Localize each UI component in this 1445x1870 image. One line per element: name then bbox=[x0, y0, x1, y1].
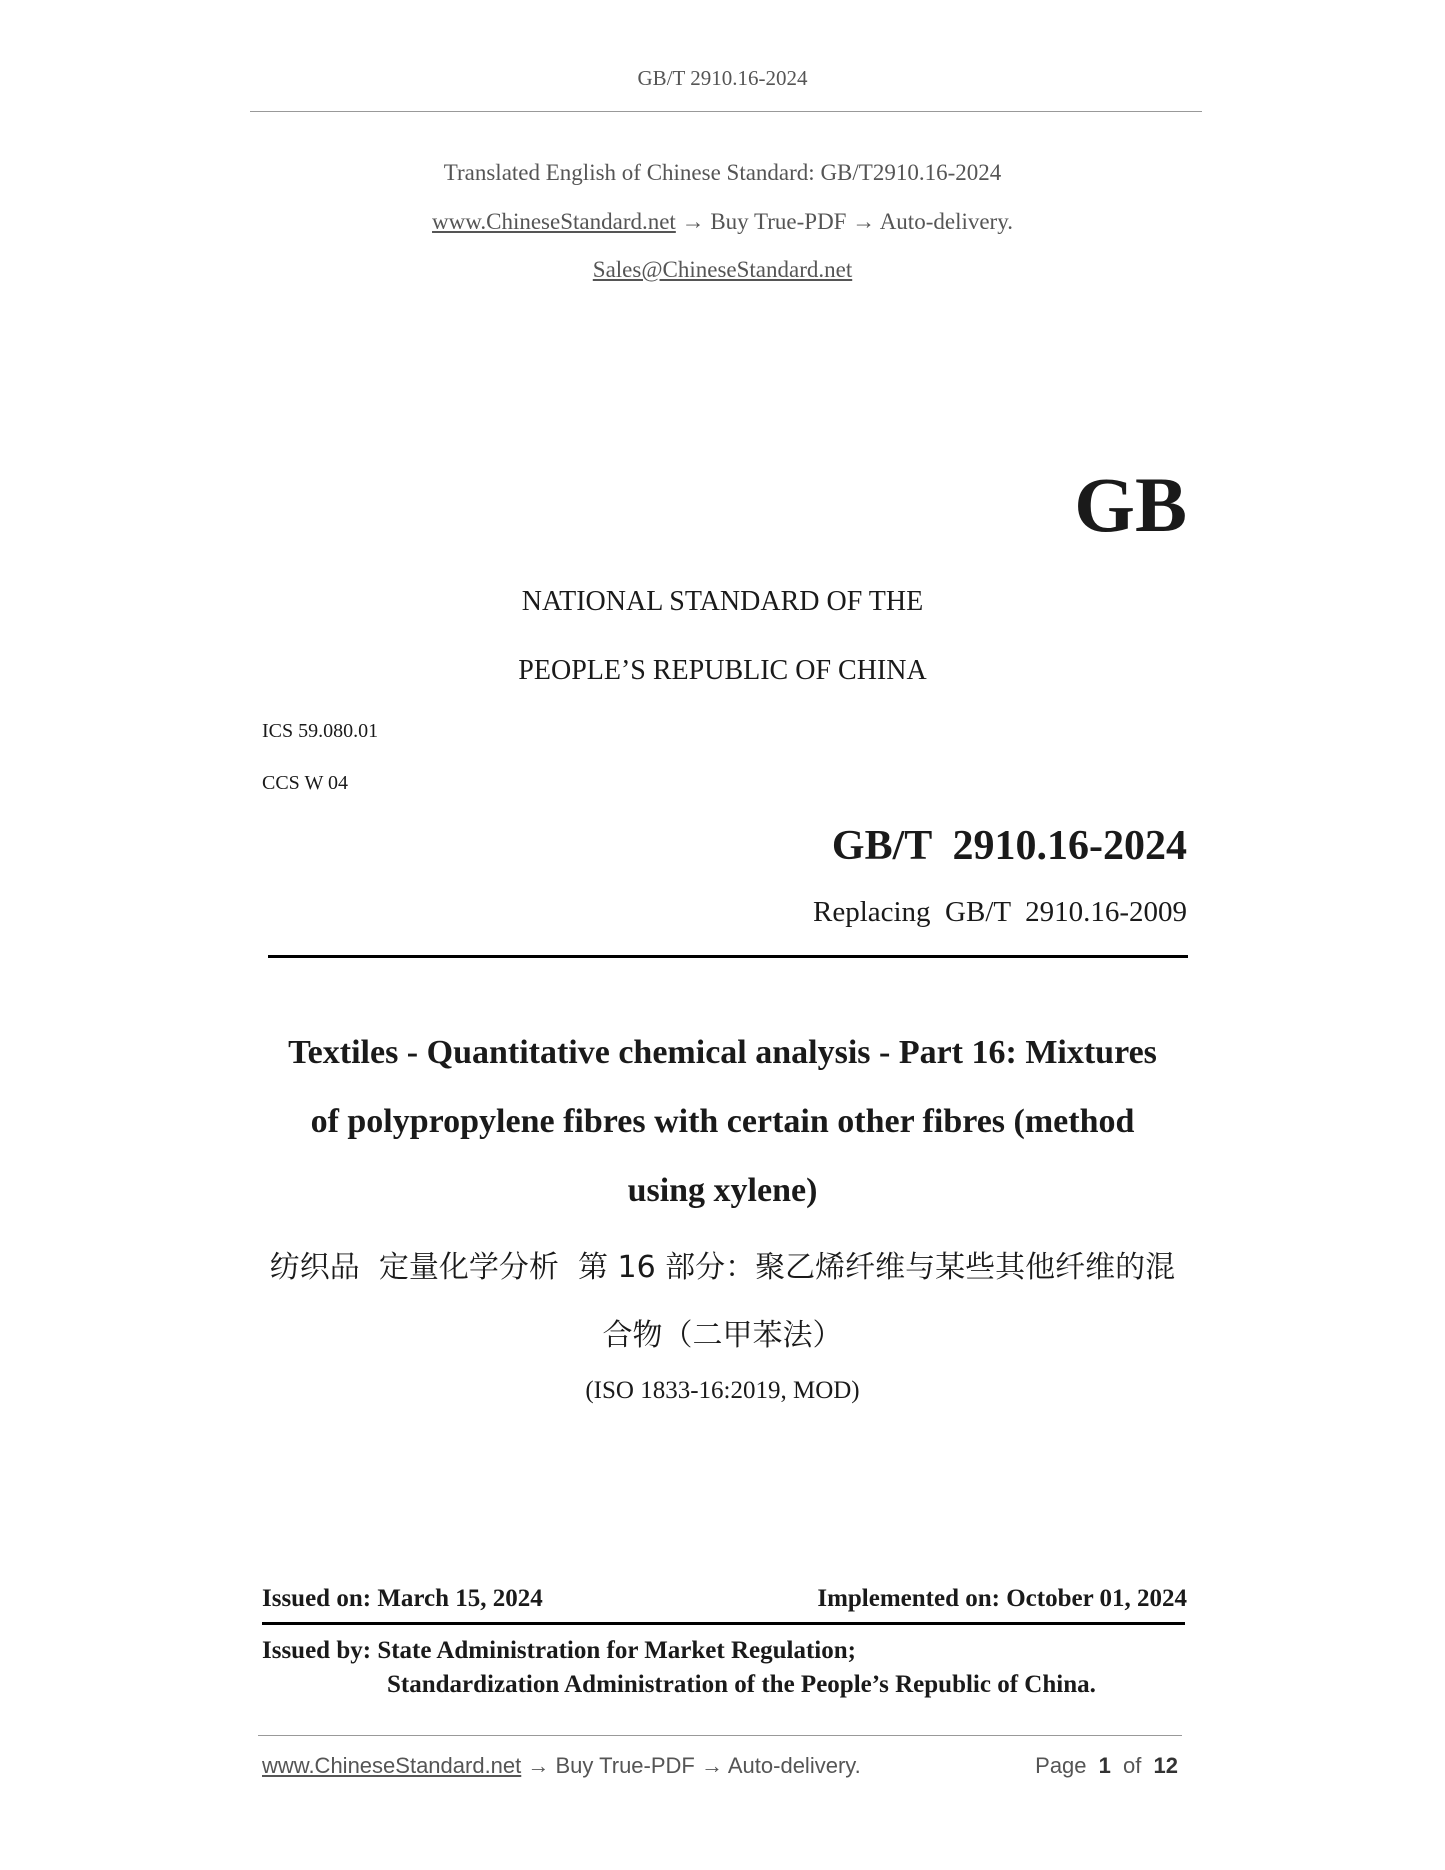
ics-code: ICS 59.080.01 bbox=[262, 720, 379, 742]
footer-site-link[interactable]: www.ChineseStandard.net bbox=[262, 1753, 522, 1778]
promo-line bbox=[0, 209, 1445, 235]
national-line-1: NATIONAL STANDARD OF THE bbox=[521, 586, 924, 617]
translated-line: Translated English of Chinese Standard: GB/T2910.16-2024 bbox=[443, 160, 1002, 185]
promo-site-link[interactable]: www.ChineseStandard.net bbox=[432, 209, 676, 234]
page-total: 12 bbox=[1153, 1753, 1178, 1778]
gb-mark: GB bbox=[1074, 461, 1187, 548]
title-en-line-1: Textiles - Quantitative chemical analysis - Part 16: Mixtures bbox=[288, 1034, 1157, 1071]
promo-buy-text: → Buy True-PDF → Auto-delivery. bbox=[681, 209, 1013, 234]
number-divider bbox=[268, 955, 1188, 958]
replacing-line: Replacing GB/T 2910.16-2009 bbox=[812, 896, 1187, 928]
issued-on: Issued on: March 15, 2024 bbox=[262, 1585, 543, 1612]
footer-divider bbox=[258, 1735, 1182, 1736]
page-of: of bbox=[1123, 1753, 1142, 1778]
promo-email-line bbox=[0, 257, 1445, 283]
title-cn-line-1: 纺织品 定量化学分析 第 16 部分：聚乙烯纤维与某些其他纤维的混 bbox=[269, 1250, 1176, 1285]
standard-number: GB/T 2910.16-2024 bbox=[831, 823, 1187, 869]
issued-by-line-1: Issued by: State Administration for Market Regulation; bbox=[262, 1637, 856, 1664]
national-line-2: PEOPLE’S REPUBLIC OF CHINA bbox=[518, 655, 927, 686]
title-en-line-2: of polypropylene fibres with certain other fibres (method bbox=[310, 1103, 1135, 1140]
page-label: Page bbox=[1035, 1753, 1087, 1778]
title-en-line-3: using xylene) bbox=[627, 1172, 818, 1209]
iso-reference: (ISO 1833-16:2019, MOD) bbox=[585, 1377, 860, 1404]
promo-email-link[interactable]: Sales@ChineseStandard.net bbox=[592, 257, 853, 282]
page-indicator bbox=[1035, 1753, 1178, 1779]
footer-buy-text: → Buy True-PDF → Auto-delivery. bbox=[527, 1753, 861, 1778]
page-current: 1 bbox=[1098, 1753, 1111, 1778]
issued-by-line-2: Standardization Administration of the People’s Republic of China. bbox=[387, 1671, 1096, 1698]
header-divider bbox=[250, 111, 1202, 112]
ccs-code: CCS W 04 bbox=[262, 772, 348, 794]
footer-promo bbox=[262, 1753, 861, 1779]
implemented-on: Implemented on: October 01, 2024 bbox=[817, 1585, 1187, 1612]
title-cn-line-2: 合物（二甲苯法） bbox=[602, 1318, 843, 1353]
running-header: GB/T 2910.16-2024 bbox=[637, 66, 808, 90]
dates-divider bbox=[262, 1622, 1185, 1625]
